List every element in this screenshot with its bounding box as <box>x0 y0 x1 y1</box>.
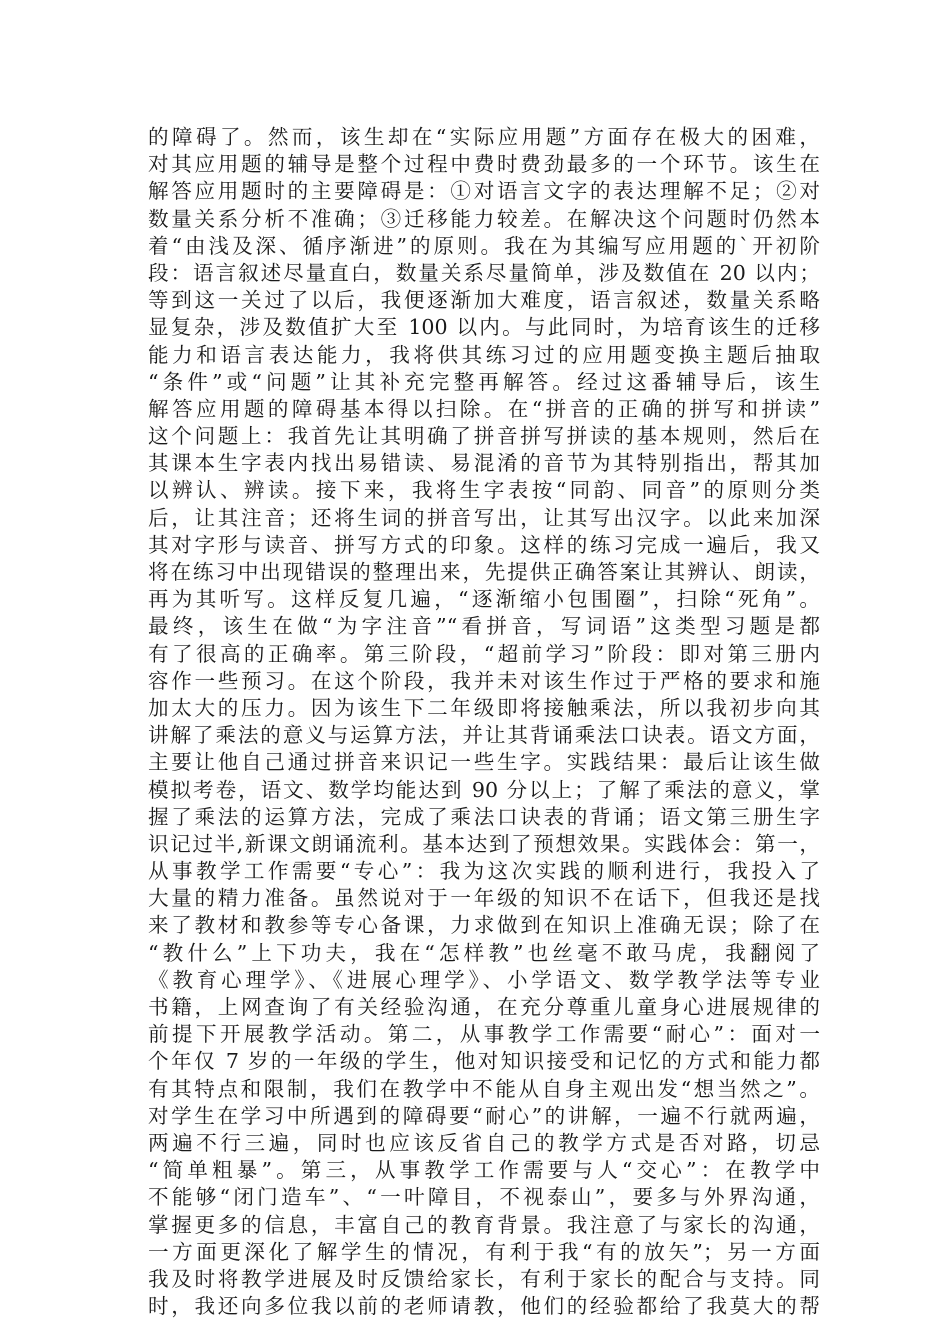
text-line: 再为其听写。这样反复几遍，“逐渐缩小包围圈”，扫除“死角”。 <box>148 587 820 612</box>
text-line: 两遍不行三遍，同时也应该反省自己的教学方式是否对路，切忌 <box>148 1130 820 1155</box>
text-line: 容作一些预习。在这个阶段，我并未对该生作过于严格的要求和施 <box>148 668 820 693</box>
text-line: 一方面更深化了解学生的情况，有利于我“有的放矢”；另一方面 <box>148 1239 820 1264</box>
text-line: “教什么”上下功夫，我在“怎样教”也丝毫不敢马虎，我翻阅了 <box>148 940 820 965</box>
text-line: 显复杂，涉及数值扩大至 100 以内。与此同时，为培育该生的迁移 <box>148 315 820 340</box>
text-line: 不能够“闭门造车”、“一叶障目，不视泰山”，要多与外界沟通， <box>148 1185 820 1210</box>
text-line: 我及时将教学进展及时反馈给家长，有利于家长的配合与支持。同 <box>148 1266 820 1291</box>
text-line: 等到这一关过了以后，我便逐渐加大难度，语言叙述，数量关系略 <box>148 288 820 313</box>
text-line: 能力和语言表达能力，我将供其练习过的应用题变换主题后抽取 <box>148 342 820 367</box>
text-line: 解答应用题的障碍基本得以扫除。在“拼音的正确的拼写和拼读” <box>148 396 820 421</box>
text-line: 掌握更多的信息，丰富自己的教育背景。我注意了与家长的沟通， <box>148 1212 820 1237</box>
text-line: 以辨认、辨读。接下来，我将生字表按“同韵、同音”的原则分类 <box>148 478 820 503</box>
text-line: 对学生在学习中所遇到的障碍要“耐心”的讲解，一遍不行就两遍， <box>148 1103 820 1128</box>
text-line: 加太大的压力。因为该生下二年级即将接触乘法，所以我初步向其 <box>148 695 820 720</box>
text-line: “简单粗暴”。第三，从事教学工作需要与人“交心”：在教学中 <box>148 1158 820 1183</box>
text-line: 前提下开展教学活动。第二，从事教学工作需要“耐心”：面对一 <box>148 1022 820 1047</box>
text-line: 模拟考卷，语文、数学均能达到 90 分以上；了解了乘法的意义，掌 <box>148 777 820 802</box>
text-line: 解答应用题时的主要障碍是：①对语言文字的表达理解不足；②对 <box>148 179 820 204</box>
text-line: 《教育心理学》、《进展心理学》、小学语文、数学教学法等专业 <box>148 967 820 992</box>
text-line: 握了乘法的运算方法，完成了乘法口诀表的背诵；语文第三册生字 <box>148 804 820 829</box>
text-line: 从事教学工作需要“专心”：我为这次实践的顺利进行，我投入了 <box>148 859 820 884</box>
text-line: 后，让其注音；还将生词的拼音写出，让其写出汉字。以此来加深 <box>148 505 820 530</box>
text-line: 讲解了乘法的意义与运算方法，并让其背诵乘法口诀表。语文方面， <box>148 723 820 748</box>
text-line: 着“由浅及深、循序渐进”的原则。我在为其编写应用题的`开初阶 <box>148 233 820 258</box>
text-line: 最终，该生在做“为字注音”“看拼音，写词语”这类型习题是都 <box>148 614 820 639</box>
text-line: 书籍，上网查询了有关经验沟通，在充分尊重儿童身心进展规律的 <box>148 995 820 1019</box>
body-paragraph <box>148 124 820 1320</box>
text-line: “条件”或“问题”让其补充完整再解答。经过这番辅导后，该生 <box>148 369 820 394</box>
text-line: 有其特点和限制，我们在教学中不能从自身主观出发“想当然之”。 <box>148 1076 820 1101</box>
text-line: 这个问题上：我首先让其明确了拼音拼写拼读的基本规则，然后在 <box>148 424 820 449</box>
text-line: 对其应用题的辅导是整个过程中费时费劲最多的一个环节。该生在 <box>148 152 820 177</box>
text-line: 有了很高的正确率。第三阶段，“超前学习”阶段：即对第三册内 <box>148 641 820 666</box>
text-line: 来了教材和教参等专心备课，力求做到在知识上准确无误；除了在 <box>148 913 820 938</box>
text-line: 时，我还向多位我以前的老师请教，他们的经验都给了我莫大的帮 <box>148 1294 820 1319</box>
text-line: 数量关系分析不准确；③迁移能力较差。在解决这个问题时仍然本 <box>148 206 820 231</box>
text-line: 的障碍了。然而，该生却在“实际应用题”方面存在极大的困难， <box>148 125 820 149</box>
text-line: 识记过半,新课文朗诵流利。基本达到了预想效果。实践体会：第一， <box>148 831 820 856</box>
text-line: 将在练习中出现错误的整理出来，先提供正确答案让其辨认、朗读， <box>148 560 820 584</box>
text-line: 主要让他自己通过拼音来识记一些生字。实践结果：最后让该生做 <box>148 750 820 775</box>
text-line: 大量的精力准备。虽然说对于一年级的知识不在话下，但我还是找 <box>148 886 820 911</box>
text-line: 其对字形与读音、拼写方式的印象。这样的练习完成一遍后，我又 <box>148 532 820 557</box>
text-line: 其课本生字表内找出易错读、易混淆的音节为其特别指出，帮其加 <box>148 451 820 476</box>
text-line: 段：语言叙述尽量直白，数量关系尽量简单，涉及数值在 20 以内； <box>148 260 820 285</box>
text-line: 个年仅 7 岁的一年级的学生，他对知识接受和记忆的方式和能力都 <box>148 1049 820 1074</box>
